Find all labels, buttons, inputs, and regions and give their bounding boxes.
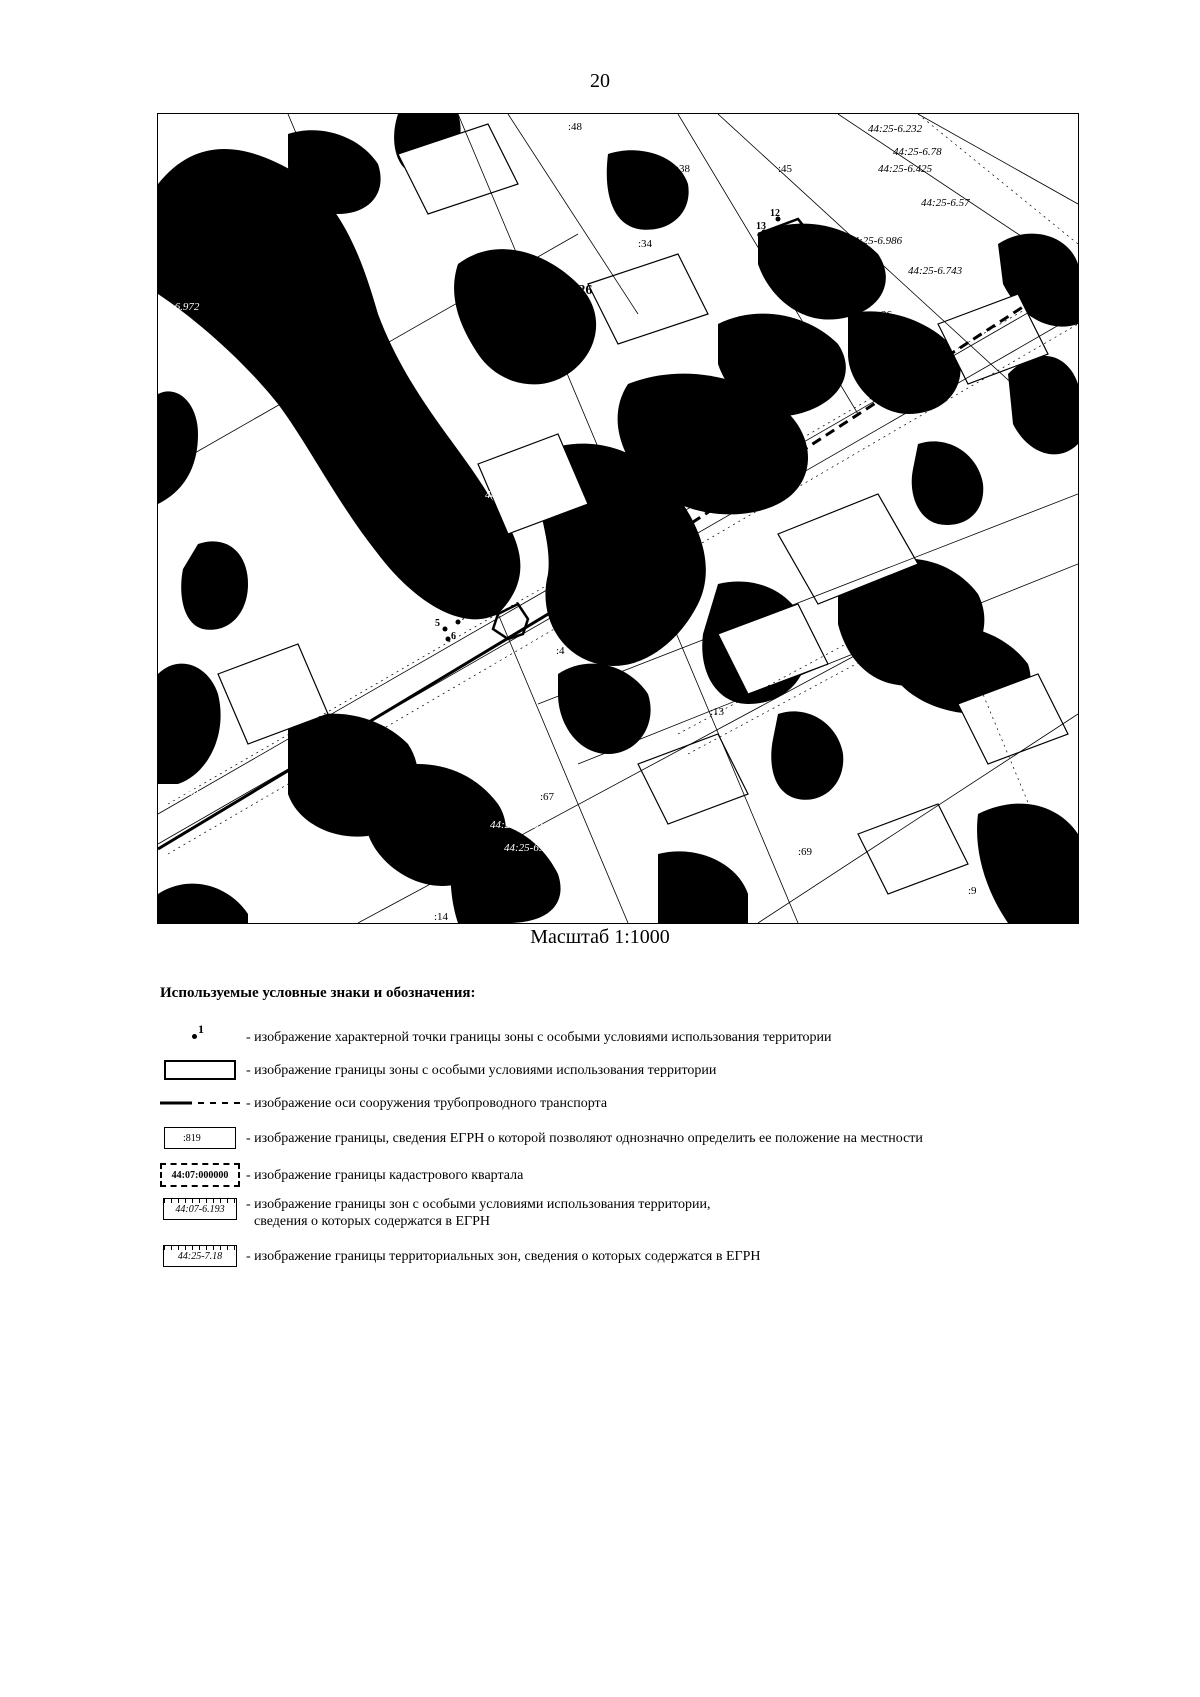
- point-number: 12: [770, 208, 780, 219]
- egrn-boundary-symbol: :819: [160, 1125, 240, 1151]
- territorial-zone-symbol: 44:25-7.18: [160, 1243, 240, 1269]
- legend-item-point: [160, 1024, 832, 1050]
- point-number: 9: [857, 256, 862, 267]
- legend-item-territorial-zone: [160, 1243, 761, 1269]
- parcel-label: :26: [878, 309, 893, 321]
- quarter-label-1: 44:25:030526: [513, 283, 593, 298]
- point-number: 3: [476, 584, 481, 595]
- map-canvas: [158, 114, 1078, 923]
- parcel-label: :13: [710, 706, 725, 718]
- legend-text: - изображение границы, сведения ЕГРН о которой позволяют однозначно определить ее положение на местности: [246, 1130, 923, 1146]
- parcel-label: :14: [434, 911, 449, 923]
- legend-item-zone-boundary: [160, 1057, 716, 1083]
- legend-text-continued: сведения о которых содержатся в ЕГРН: [254, 1214, 491, 1229]
- parcel-label: :45: [778, 163, 793, 175]
- parcel-label: :38: [676, 163, 691, 175]
- parcel-label: :5: [658, 575, 667, 587]
- point-number: 16: [838, 264, 848, 275]
- parcel-label: :67: [540, 791, 555, 803]
- scale-caption: Масштаб 1:1000: [530, 926, 670, 948]
- legend-text: - изображение характерной точки границы зоны с особыми условиями использования территории: [246, 1029, 832, 1045]
- parcel-label: :9: [968, 885, 977, 897]
- zone-label: 44:25-6.7: [188, 786, 232, 798]
- legend-item-zone-egrn: [160, 1196, 711, 1236]
- page-number: 20: [590, 70, 610, 92]
- parcel-label: :33: [408, 395, 423, 407]
- point-number: 4: [471, 600, 476, 611]
- point-number: 2: [491, 574, 496, 585]
- zone-label: 44:25-6.986: [848, 235, 903, 247]
- parcel-label: :40: [513, 321, 528, 333]
- legend-title: Используемые условные знаки и обозначения:: [160, 985, 476, 1001]
- parcel-label: :48: [568, 121, 583, 133]
- zone-label: 44:25-6.427: [485, 489, 540, 501]
- parcel-label: :4: [556, 645, 565, 657]
- zone-label: 44:25-6.425: [878, 163, 933, 175]
- legend-item-quarter-boundary: [160, 1162, 523, 1188]
- legend-text: - изображение границы территориальных зон, сведения о которых содержатся в ЕГРН: [246, 1248, 761, 1264]
- zone-egrn-symbol: 44:07-6.193: [160, 1196, 240, 1222]
- point-number: 13: [756, 221, 766, 232]
- parcel-label: :61: [1003, 260, 1018, 272]
- point-number: 7: [461, 612, 466, 623]
- parcel-label: :34: [638, 238, 653, 250]
- legend-text: - изображение границы зон с особыми условиями использования территории,: [246, 1197, 711, 1212]
- legend-text: - изображение границы зоны с особыми условиями использования территории: [246, 1062, 717, 1078]
- point-number: 11: [784, 228, 794, 239]
- parcel-label: :15: [803, 369, 818, 381]
- point-number: 14: [780, 254, 790, 265]
- zone-label: 44:25-6.27: [504, 842, 553, 854]
- point-number: 6: [451, 631, 456, 642]
- quarter-label-2: 44:25:030500: [568, 588, 648, 603]
- parcel-label: :117: [738, 660, 758, 672]
- parcel-label: :69: [798, 846, 813, 858]
- point-number: 5: [435, 618, 440, 629]
- pipeline-symbol: [160, 1090, 240, 1116]
- vegetation-layer: [158, 114, 1078, 923]
- zone-boundary-symbol: [160, 1057, 240, 1083]
- legend-text: - изображение оси сооружения трубопроводного транспорта: [246, 1095, 608, 1111]
- zone-label: 44:25-6.743: [908, 265, 963, 277]
- point-number: 15: [822, 244, 832, 255]
- legend-text: - изображение границы кадастрового квартала: [246, 1167, 524, 1183]
- zone-label: 44:25-6.232: [868, 123, 923, 135]
- point-number: 8: [444, 600, 449, 611]
- legend-item-pipeline: [160, 1090, 607, 1116]
- point-number: 10: [835, 231, 845, 242]
- zone-label: 44:25-6.78: [893, 146, 942, 158]
- zone-label: 44:25-6.501: [490, 819, 545, 831]
- parcel-label: :103: [318, 263, 338, 275]
- zone-label: 25-6.972: [160, 301, 200, 313]
- parcel-label: :52: [502, 862, 517, 874]
- legend-item-egrn-boundary: [160, 1125, 923, 1151]
- point-symbol: 1: [160, 1024, 240, 1050]
- point-number: 1: [497, 589, 502, 600]
- quarter-boundary-symbol: 44:07:000000: [160, 1162, 240, 1188]
- zone-label: 44:25-6.57: [921, 197, 970, 209]
- cadastral-map[interactable]: [157, 113, 1079, 924]
